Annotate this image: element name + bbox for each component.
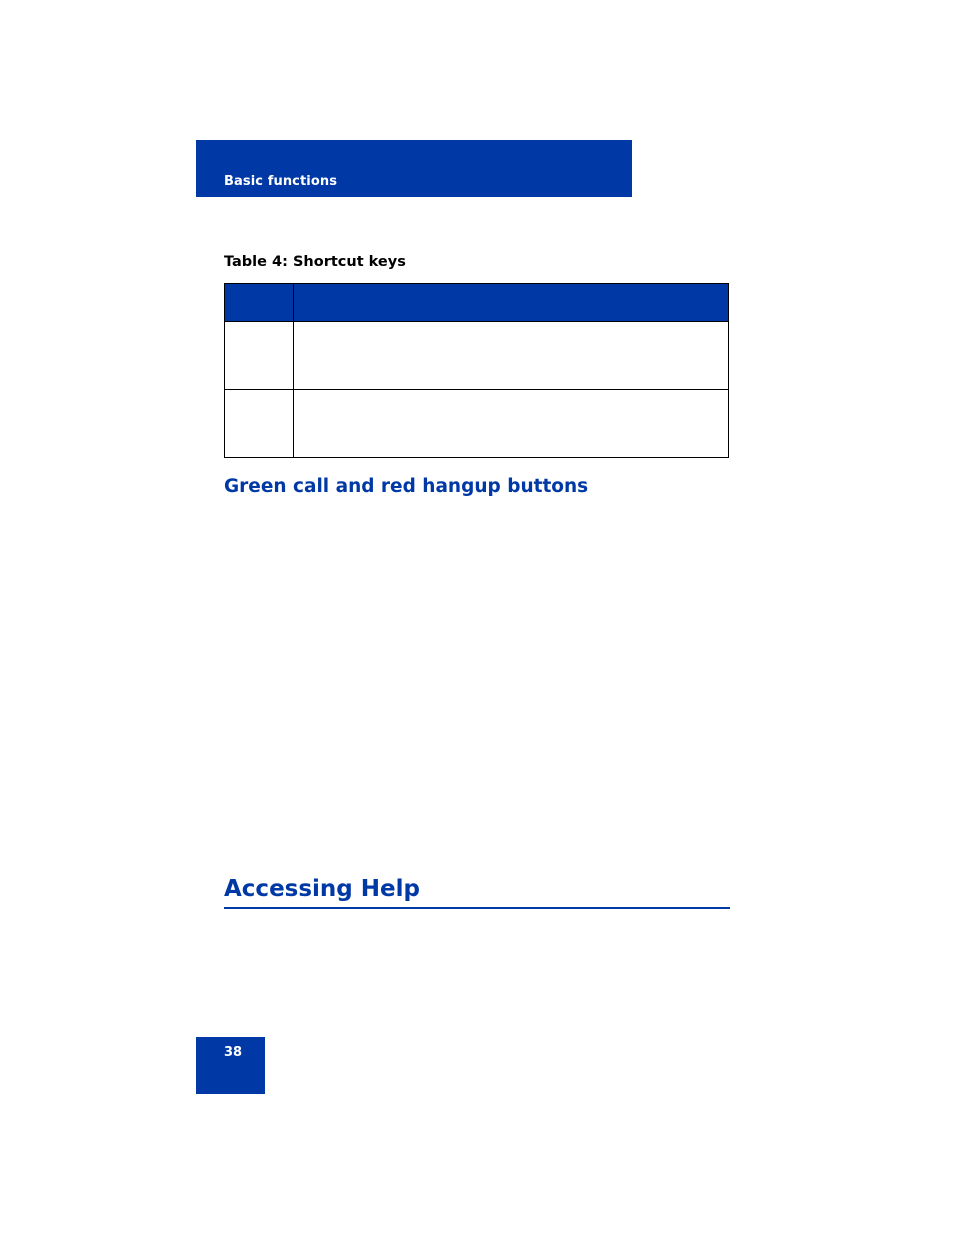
table-cell-description — [294, 322, 729, 390]
table-caption: Table 4: Shortcut keys — [224, 254, 406, 270]
table-header-key — [225, 284, 294, 322]
table-cell-description — [294, 390, 729, 458]
section-label: Basic functions — [224, 174, 338, 189]
table-row — [225, 322, 729, 390]
table-header-description — [294, 284, 729, 322]
table-header-row — [225, 284, 729, 322]
section-heading: Green call and red hangup buttons — [224, 476, 589, 497]
header-band — [196, 140, 632, 197]
table-cell-key — [225, 390, 294, 458]
table-cell-key — [225, 322, 294, 390]
page-number: 38 — [224, 1045, 243, 1060]
shortcut-keys-table — [224, 283, 729, 458]
page-number-tab — [196, 1037, 265, 1094]
table-row — [225, 390, 729, 458]
chapter-heading: Accessing Help — [224, 876, 420, 902]
heading-underline-rule — [224, 907, 730, 909]
